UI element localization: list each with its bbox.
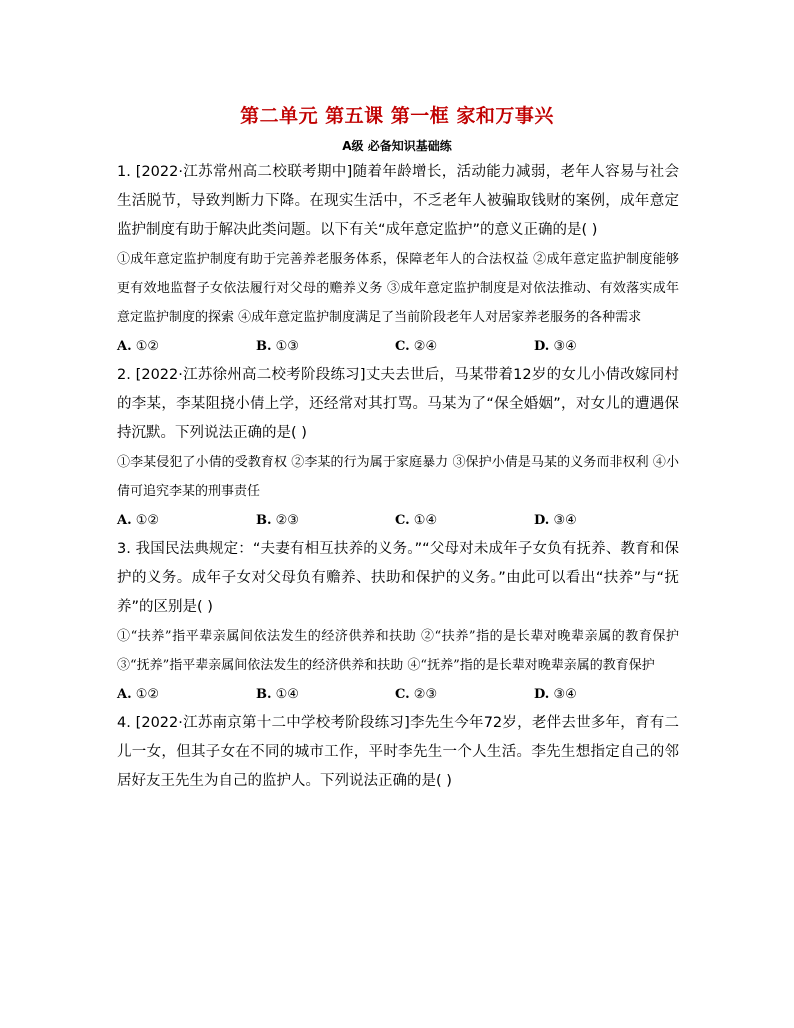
question-statements: ①“扶养”指平辈亲属间依法发生的经济供养和扶助 ②“扶养”指的是长辈对晚辈亲属的教育保护 ③“抚养”指平辈亲属间依法发生的经济供养和扶助 ④“抚养”指的是长辈对晚辈亲属的教育保护 (117, 629, 679, 673)
option-a[interactable] (117, 506, 256, 535)
option-text: ③④ (553, 513, 577, 528)
option-key: B. (256, 513, 272, 528)
question-statements: ①李某侵犯了小倩的受教育权 ②李某的行为属于家庭暴力 ③保护小倩是马某的义务而非权利 ④小倩可追究李某的刑事责任 (117, 455, 679, 499)
option-text: ③④ (553, 339, 577, 354)
option-key: A. (117, 339, 132, 354)
option-key: A. (117, 687, 132, 702)
option-key: C. (395, 513, 410, 528)
option-b[interactable] (256, 506, 395, 535)
option-d[interactable] (534, 506, 673, 535)
question-stem: 1. [2022·江苏常州高二校联考期中]随着年龄增长，活动能力减弱，老年人容易与社会生活脱节，导致判断力下降。在现实生活中，不乏老年人被骗取钱财的案例，成年意定监护制度有助于解决此类问题。以下有关“成年意定监护”的意义正确的是( ) (117, 164, 679, 238)
question-4 (117, 709, 679, 796)
option-c[interactable] (395, 332, 534, 361)
question-stem: 3. 我国民法典规定：“夫妻有相互扶养的义务。”“父母对未成年子女负有抚养、教育和保护的义务。成年子女对父母负有赡养、扶助和保护的义务。”由此可以看出“扶养”与“抚养”的区别是( ) (117, 541, 679, 615)
option-key: C. (395, 339, 410, 354)
question-list (117, 158, 679, 796)
option-d[interactable] (534, 680, 673, 709)
option-key: A. (117, 513, 132, 528)
option-b[interactable] (256, 680, 395, 709)
option-text: ②③ (275, 513, 299, 528)
option-row (117, 680, 679, 709)
option-key: D. (534, 513, 550, 528)
option-text: ②③ (413, 687, 438, 702)
question-stem: 2. [2022·江苏徐州高二校考阶段练习]丈夫去世后，马某带着12岁的女儿小倩改嫁同村的李某，李某阻挠小倩上学，还经常对其打骂。马某为了“保全婚姻”，对女儿的遭遇保持沉默。下列说法正确的是( ) (117, 367, 679, 441)
option-c[interactable] (395, 506, 534, 535)
option-key: D. (534, 339, 550, 354)
option-row (117, 506, 679, 535)
section-subtitle: A级 必备知识基础练 (342, 139, 452, 153)
option-a[interactable] (117, 680, 256, 709)
option-d[interactable] (534, 332, 673, 361)
option-text: ②④ (413, 339, 438, 354)
question-2 (117, 361, 679, 535)
option-text: ①② (135, 687, 160, 702)
option-key: B. (256, 339, 272, 354)
option-text: ①④ (275, 687, 299, 702)
option-key: B. (256, 687, 272, 702)
option-a[interactable] (117, 332, 256, 361)
option-text: ①③ (275, 339, 299, 354)
option-key: D. (534, 687, 550, 702)
option-row (117, 332, 679, 361)
option-text: ③④ (553, 687, 577, 702)
option-text: ①④ (413, 513, 438, 528)
question-3 (117, 535, 679, 709)
option-c[interactable] (395, 680, 534, 709)
option-text: ①② (135, 513, 160, 528)
option-text: ①② (135, 339, 160, 354)
option-b[interactable] (256, 332, 395, 361)
question-1 (117, 158, 679, 361)
page-title: 第二单元 第五课 第一框 家和万事兴 (240, 105, 554, 127)
question-stem: 4. [2022·江苏南京第十二中学校考阶段练习]李先生今年72岁，老伴去世多年，育有二儿一女，但其子女在不同的城市工作，平时李先生一个人生活。李先生想指定自己的邻居好友王先生为自己的监护人。下列说法正确的是( ) (117, 715, 679, 789)
option-key: C. (395, 687, 410, 702)
question-statements: ①成年意定监护制度有助于完善养老服务体系，保障老年人的合法权益 ②成年意定监护制度能够更有效地监督子女依法履行对父母的赡养义务 ③成年意定监护制度是对依法推动、有效落实成年意定监护制度的探索 ④成年意定监护制度满足了当前阶段老年人对居家养老服务的各种需求 (117, 252, 679, 325)
